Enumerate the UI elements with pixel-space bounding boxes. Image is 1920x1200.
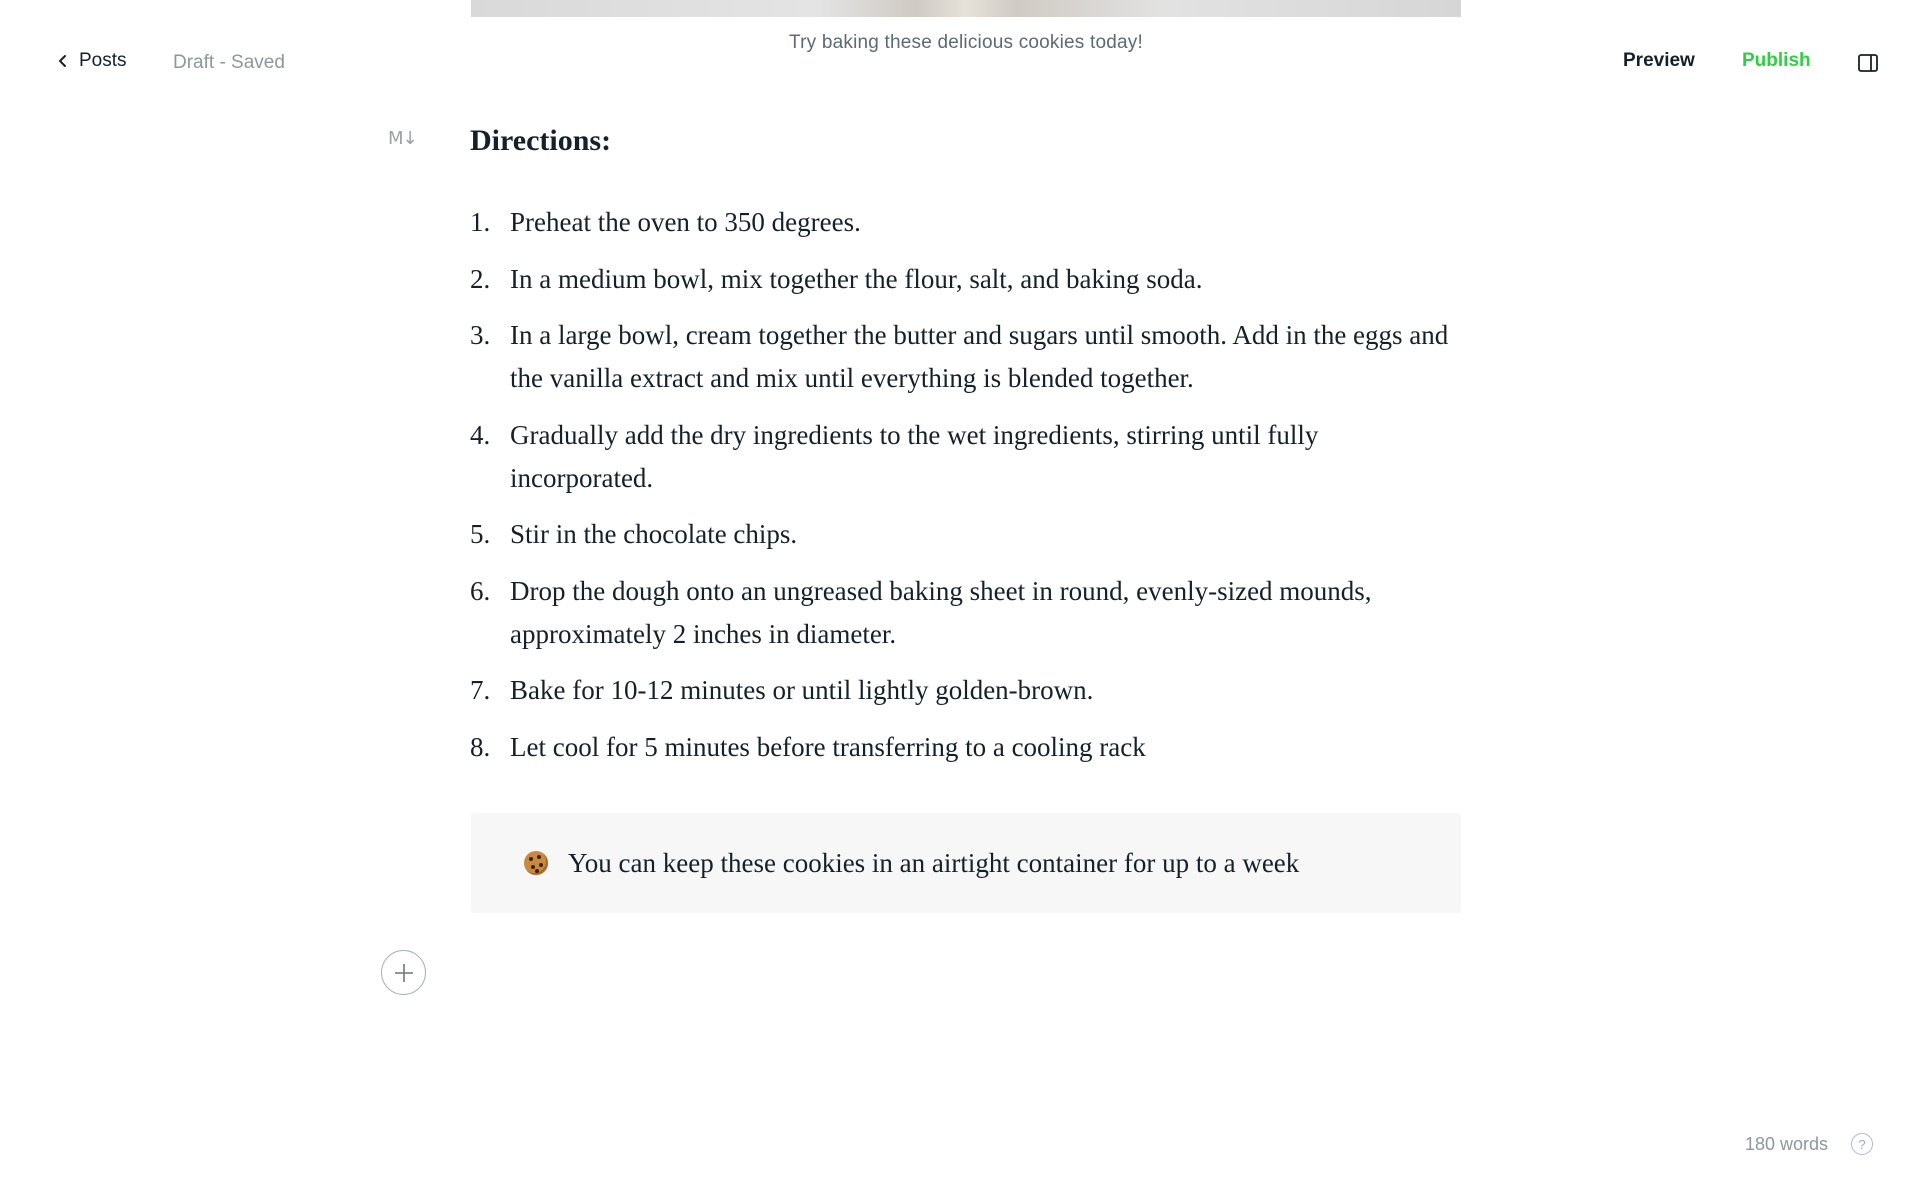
save-status: Draft - Saved <box>173 52 285 73</box>
list-item[interactable] <box>470 201 1460 244</box>
list-item-number: 6. <box>470 575 491 606</box>
list-item-number: 7. <box>470 675 491 705</box>
list-item-number: 3. <box>470 320 491 350</box>
directions-heading[interactable]: Directions: <box>470 124 612 157</box>
plus-icon <box>393 962 415 984</box>
featured-image[interactable] <box>471 0 1461 17</box>
back-label: Posts <box>79 50 127 71</box>
word-count: 180 words <box>1745 1134 1829 1154</box>
list-item-number: 4. <box>470 419 491 450</box>
list-item-text[interactable]: Let cool for 5 minutes before transferring to a cooling rack <box>510 731 1146 762</box>
help-icon[interactable]: ? <box>1851 1133 1873 1155</box>
chevron-left-icon <box>56 53 69 69</box>
list-item-text[interactable]: Drop the dough onto an ungreased baking sheet in round, evenly-sized mounds, approximately 2 inches in diameter. <box>510 575 1372 649</box>
list-item[interactable] <box>470 726 1460 769</box>
image-caption[interactable]: Try baking these delicious cookies today! <box>789 32 1143 53</box>
list-item-text[interactable]: In a medium bowl, mix together the flour, salt, and baking soda. <box>510 263 1203 294</box>
list-item-number: 5. <box>470 519 491 549</box>
callout-text[interactable]: You can keep these cookies in an airtight container for up to a week <box>568 847 1300 878</box>
list-item[interactable] <box>470 669 1460 712</box>
list-item-text[interactable]: Gradually add the dry ingredients to the wet ingredients, stirring until fully incorporated. <box>510 419 1319 493</box>
list-item[interactable] <box>470 414 1460 500</box>
list-item-text[interactable]: Preheat the oven to 350 degrees. <box>510 207 861 237</box>
list-item[interactable] <box>470 570 1460 656</box>
list-item-text[interactable]: Stir in the chocolate chips. <box>510 519 798 549</box>
back-to-posts-button[interactable] <box>56 50 127 72</box>
cookie-emoji-icon[interactable] <box>521 848 551 878</box>
markdown-card-icon[interactable]: M↓ <box>388 128 417 149</box>
publish-button[interactable]: Publish <box>1742 50 1811 71</box>
preview-button[interactable]: Preview <box>1623 50 1695 71</box>
list-item-number: 8. <box>470 731 491 762</box>
list-item[interactable] <box>470 314 1460 400</box>
editor-content[interactable] <box>470 118 1460 782</box>
list-item-number: 2. <box>470 263 491 294</box>
list-item-number: 1. <box>470 207 491 237</box>
cookie-icon <box>524 851 548 875</box>
sidebar-icon <box>1857 52 1879 74</box>
list-item[interactable] <box>470 258 1460 301</box>
list-item[interactable] <box>470 513 1460 556</box>
add-card-button[interactable] <box>381 950 426 995</box>
directions-list <box>470 201 1460 769</box>
list-item-text[interactable]: Bake for 10-12 minutes or until lightly golden-brown. <box>510 675 1094 705</box>
list-item-text[interactable]: In a large bowl, cream together the butter and sugars until smooth. Add in the eggs and the vanilla extract and mix until everything is blended together. <box>510 320 1449 393</box>
callout-card[interactable] <box>471 813 1461 913</box>
sidebar-toggle-button[interactable] <box>1857 52 1879 74</box>
